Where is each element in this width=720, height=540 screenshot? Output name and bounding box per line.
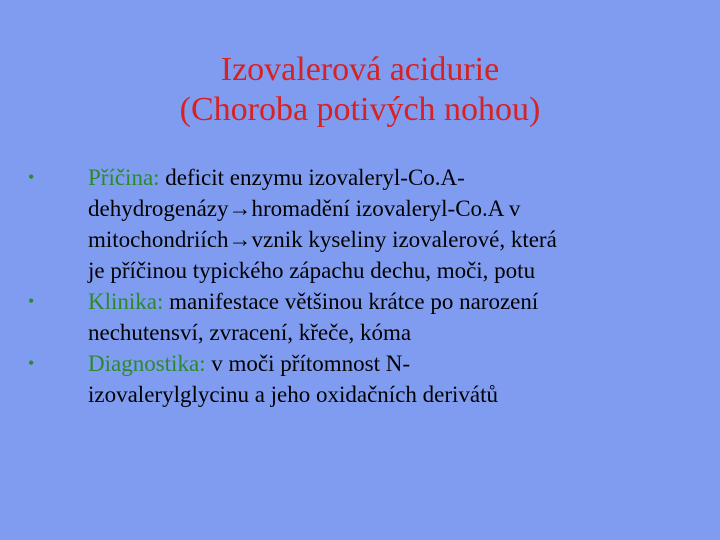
bullet-label: Diagnostika: [88,351,206,376]
bullet-line: mitochondriích→vznik kyseliny izovalerové, která [88,227,557,252]
bullet-line: manifestace většinou krátce po narození [163,289,539,314]
bullet-line: izovalerylglycinu a jeho oxidačních derivátů [88,382,499,407]
bullet-item [28,348,688,410]
bullet-text [88,286,688,348]
bullet-line: nechutensví, zvracení, křeče, kóma [88,320,412,345]
bullet-item [28,286,688,348]
bullet-line: v moči přítomnost N- [205,351,410,376]
bullet-text [88,162,688,286]
slide-title [0,50,720,130]
bullet-line: je příčinou typického zápachu dechu, moči, potu [88,258,536,283]
bullet-line: dehydrogenázy→hromadění izovaleryl-Co.A v [88,196,521,221]
bullet-text [88,348,688,410]
bullet-list [28,162,688,410]
title-line: Izovalerová acidurie [220,51,500,88]
bullet-line: deficit enzymu izovaleryl-Co.A- [159,165,465,190]
title-line: (Choroba potivých nohou) [179,91,541,128]
bullet-item [28,162,688,286]
bullet-icon: • [28,291,35,311]
bullet-icon: • [28,167,35,187]
bullet-icon: • [28,353,35,373]
bullet-label: Příčina: [88,165,160,190]
bullet-label: Klinika: [88,289,164,314]
